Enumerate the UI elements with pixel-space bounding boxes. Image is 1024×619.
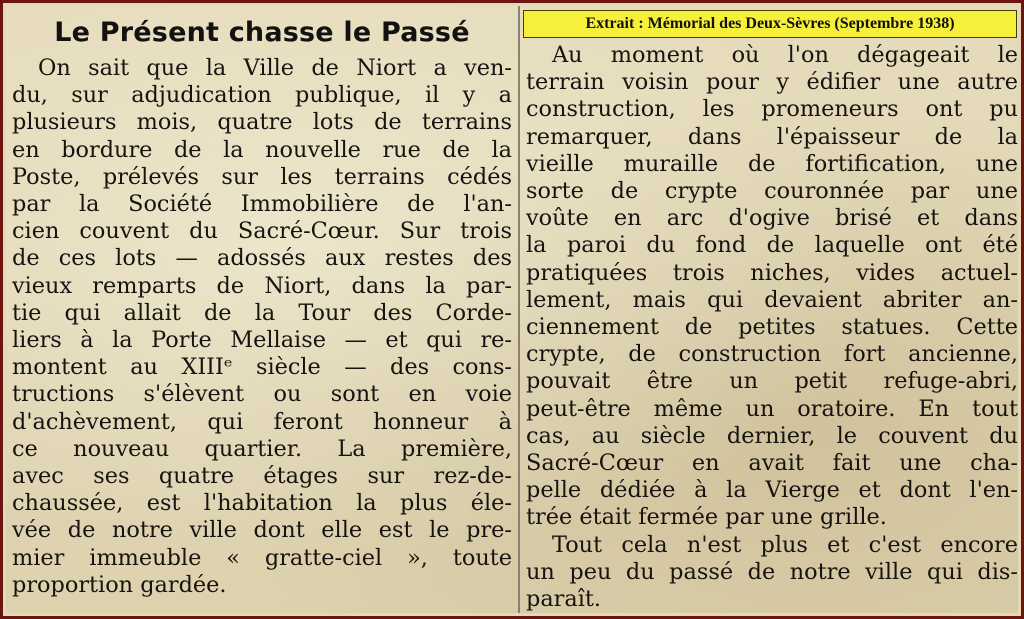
right-column bbox=[526, 6, 1018, 613]
left-column-line: mier immeuble « gratte-ciel », toute bbox=[12, 544, 512, 571]
right-column-line: trée était fermée par une grille. bbox=[526, 504, 887, 531]
left-column-line: plusieurs mois, quatre lots de terrains bbox=[12, 109, 512, 136]
right-column-line: pouvait être un petit refuge-abri, bbox=[526, 368, 1018, 395]
right-column-line: peut-être même un oratoire. En tout bbox=[526, 395, 1018, 422]
left-column-line: par la Société Immobilière de l'an- bbox=[12, 191, 512, 218]
source-caption: Extrait : Mémorial des Deux-Sèvres (Septembre 1938) bbox=[523, 10, 1017, 38]
left-column bbox=[12, 6, 512, 613]
left-column-line: vieux remparts de Niort, dans la par- bbox=[12, 272, 512, 299]
left-column-line: de ces lots — adossés aux restes des bbox=[12, 245, 512, 272]
left-column-line: avec ses quatre étages sur rez-de- bbox=[12, 463, 512, 490]
right-column-line: construction, les promeneurs ont pu bbox=[526, 96, 1018, 123]
right-column-line: la paroi du fond de laquelle ont été bbox=[526, 232, 1018, 259]
left-column-line: d'achèvement, qui feront honneur à bbox=[12, 408, 512, 435]
left-column-line: ce nouveau quartier. La première, bbox=[12, 435, 512, 462]
article-headline: Le Présent chasse le Passé bbox=[54, 17, 470, 48]
left-column-line: du, sur adjudication publique, il y a bbox=[12, 82, 512, 109]
right-column-line: cas, au siècle dernier, le couvent du bbox=[526, 422, 1018, 449]
right-column-line: Sacré-Cœur en avait fait une cha- bbox=[526, 450, 1018, 477]
left-column-line: On sait que la Ville de Niort a ven- bbox=[38, 55, 512, 81]
paper-background bbox=[6, 6, 1018, 613]
left-column-line: proportion gardée. bbox=[12, 571, 227, 598]
left-column-line: Poste, prélevés sur les terrains cédés bbox=[12, 163, 512, 190]
left-column-line: chaussée, est l'habitation la plus éle- bbox=[12, 490, 512, 517]
right-column-line: un peu du passé de notre ville qui dis- bbox=[526, 558, 1018, 585]
left-column-line: liers à la Porte Mellaise — et qui re- bbox=[12, 327, 512, 354]
right-column-line: remarquer, dans l'épaisseur de la bbox=[526, 123, 1018, 150]
right-column-line: paraît. bbox=[526, 586, 602, 613]
left-column-line: montent au XIIIᵉ siècle — des cons- bbox=[12, 354, 512, 381]
right-column-text bbox=[526, 42, 1018, 613]
right-column-line: crypte, de construction fort ancienne, bbox=[526, 341, 1018, 368]
left-column-line: cien couvent du Sacré-Cœur. Sur trois bbox=[12, 218, 512, 245]
column-divider bbox=[518, 6, 520, 613]
right-column-line: lement, mais qui devaient abriter an- bbox=[526, 286, 1018, 313]
left-column-line: tructions s'élèvent ou sont en voie bbox=[12, 381, 512, 408]
right-column-line: ciennement de petites statues. Cette bbox=[526, 314, 1018, 341]
right-column-line: sorte de crypte couronnée par une bbox=[526, 178, 1018, 205]
right-column-line: vieille muraille de fortification, une bbox=[526, 150, 1018, 177]
right-column-line: pelle dédiée à la Vierge et dont l'en- bbox=[526, 477, 1018, 504]
right-column-line: Tout cela n'est plus et c'est encore bbox=[552, 531, 1018, 558]
left-column-line: en bordure de la nouvelle rue de la bbox=[12, 136, 512, 163]
right-column-line: pratiquées trois niches, vides actuel- bbox=[526, 259, 1018, 286]
right-column-line: Au moment où l'on dégageait le bbox=[552, 42, 1018, 68]
left-column-text bbox=[12, 55, 512, 599]
right-column-line: voûte en arc d'ogive brisé et dans bbox=[526, 205, 1018, 232]
left-column-line: tie qui allait de la Tour des Corde- bbox=[12, 299, 512, 326]
right-column-line: terrain voisin pour y édifier une autre bbox=[526, 69, 1018, 96]
left-column-line: vée de notre ville dont elle est le pre- bbox=[12, 517, 512, 544]
